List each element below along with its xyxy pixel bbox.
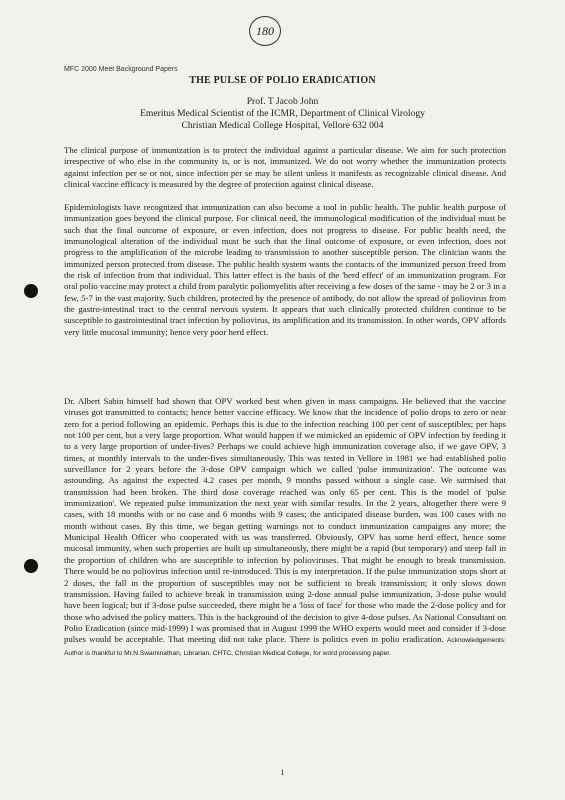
paragraph-pulse-immunization	[64, 396, 506, 659]
header-note: MFC 2000 Meet Background Papers	[64, 66, 178, 73]
handwritten-page-stamp: 180	[249, 16, 281, 46]
author-block	[0, 96, 565, 132]
author-affiliation: Emeritus Medical Scientist of the ICMR, Department of Clinical Virology	[140, 108, 425, 119]
author-institution: Christian Medical College Hospital, Vellore 632 004	[181, 120, 384, 131]
acknowledgement-text: Acknowledgements: Author is thankful to Mr.N.Swaminathan, Librarian, CHTC, Christian Medical College, for word processing paper.	[64, 637, 506, 657]
punch-hole-top	[24, 284, 38, 298]
author-name: Prof. T Jacob John	[246, 96, 319, 107]
article-title: THE PULSE OF POLIO ERADICATION	[189, 75, 376, 86]
punch-hole-bottom	[24, 559, 38, 573]
page-number: 1	[280, 768, 285, 777]
paragraph-clinical-purpose: The clinical purpose of immunization is to protect the individual against a particular disease. We aim for such protection irrespective of who else in the community is, or is not, immunized. We do not worry whether the immunization protects against infection per se or not, since infection per se may be silent unless it manifests as recognizable clinical disease. And clinical vaccine efficacy is measured by the degree of protection against clinical disease.	[64, 145, 506, 190]
paragraph-public-health: Epidemiologists have recognized that immunization can also become a tool in public health. The public health purpose of immunization goes beyond the clinical purpose. For clinical need, the immunological modification of the individual must be such that the final outcome of exposure, or even infection, does not progress to disease. For public health need, the immunological alteration of the individual must be such that the final outcome of exposure, or even infection, does not progress to the amplification of the microbe leading to transmission to another susceptible person. The clinician wants the immunized person protected from disease. The public health system wants the contacts of the immunized person freed from the risk of infection from that individual. This latter effect is the basis of the 'herd effect' of an immunization program. For oral polio vaccine may protect a child from paralytic poliomyelitis after receiving a few doses of the same - may be 2 or 3 in a few, 5-7 in the vast majority. Such children, protected by the presence of antibody, do not allow the spread of poliovirus from the gastro-intestinal tract to the central nervous system. It appears that such clinically protected children continue to be susceptible to gastrointestinal tract infection by poliovirus, its amplification and its transmission. In other words, OPV affords very little mucosal immunity; hence very poor herd effect.	[64, 202, 506, 337]
paragraph-pulse-text: Dr. Albert Sabin himself had shown that OPV worked best when given in mass campaigns. He believed that the vaccine viruses got transmitted to contacts; hence better vaccine efficacy. We know that the incidence of polio drops to zero or near zero for a period following an epidemic. Perhaps this is due to the infection reaching 100 per cent of susceptibles; per haps not 100 per cent, but a very large proportion. What would happen if we mimicked an epidemic of OPV infection by feeding it to a very large proportion of under-fives? Perhaps we could achieve high immunization coverage also, if we gave OPV, 3 times, at monthly intervals to the under-fives simultaneously. This was tested in Vellore in 1981 we had established polio surveillance for 2 years before the 3-dose OPV campaign which we called 'pulse immunization'. The outcome was astounding. As against the expected 4.2 cases per month, 9 months passed without a single case. We surmised that transmission had been broken. The third dose coverage reached was only 65 per cent. This is the model of 'pulse immunization'. We repeated pulse immunization the next year with similar results. In the 2 years, altogether there were 9 cases, with 18 months with or no case and 6 months with 9 cases; the anticipated disease burden, was 100 cases with no month without cases. By this time, we began getting warnings not to conduct immunization campaigns any more; the Municipal Health Officer who cooperated with us was transferred. Obviously, OPV has some herd effect, hence some mucosal immunity, when such properties are built up simultaneously, there might be a rapid (but temporary) and steep fall in the proportion of children who are susceptible to infection by polioviruses. That might be enough to break transmission. There would be no poliovirus infection until re-introduced. This is my interpretation. If the pulse immunization stops short at 2 doses, the fall in the proportion of susceptibles may not be sufficient to break transmission; it only slows down transmission. Having failed to achieve break in transmission using 2-dose annual pulse immunization, 3-dose pulse would have been logical; but if 3-dose pulse succeeded, there might be a 'loss of face' for those who made the 2-dose policy and for those who advised the policy matters. This is the background of the decision to give 4-dose pulses. As National Consultant on Polio Eradication (since mid-1999) I was promised that in August 1999 the WHO experts would meet and consider if 3-dose pulses would be acceptable. That meeting did not take place. There is politics even in polio eradication.	[64, 396, 506, 645]
